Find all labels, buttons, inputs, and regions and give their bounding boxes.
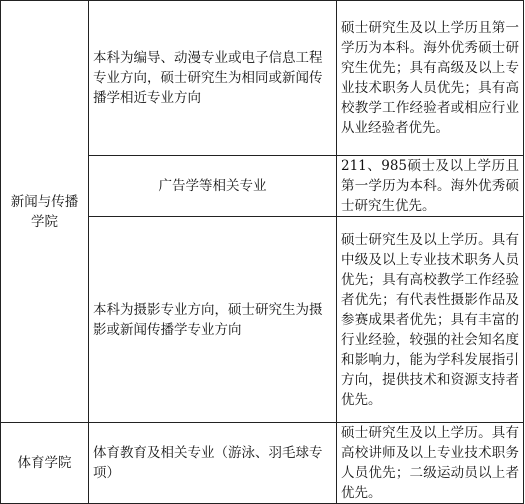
- major-cell: 体育教育及相关专业（游泳、羽毛球专项）: [89, 423, 337, 504]
- major-cell: 本科为编导、动漫专业或电子信息工程专业方向，硕士研究生为相同或新闻传播学相近专业方向: [89, 1, 337, 156]
- major-cell: 广告学等相关专业: [89, 156, 337, 217]
- requirement-cell: 硕士研究生及以上学历且第一学历为本科。海外优秀硕士研究生优先；具有高级及以上专业技术职务人员优先；具有高校教学工作经验者或相应行业从业经验者优先。: [337, 1, 524, 156]
- college-cell: 体育学院: [1, 423, 89, 504]
- major-cell: 本科为摄影专业方向，硕士研究生为摄影或新闻传播学专业方向: [89, 217, 337, 423]
- requirement-cell: 211、985硕士及以上学历且第一学历为本科。海外优秀硕士研究生优先。: [337, 156, 524, 217]
- requirement-cell: 硕士研究生及以上学历。具有中级及以上专业技术职务人员优先；具有高校教学工作经验者优先；有代表性摄影作品及参赛成果者优先；具有丰富的行业经验，较强的社会知名度和影响力，能为学科发展指引方向，提供技术和资源支持者优先。: [337, 217, 524, 423]
- table-row: [1, 1, 524, 156]
- requirement-cell: 硕士研究生及以上学历。具有高校讲师及以上专业技术职务人员优先；二级运动员以上者优先。: [337, 423, 524, 504]
- table-row: [1, 423, 524, 504]
- college-cell: 新闻与传播学院: [1, 1, 89, 423]
